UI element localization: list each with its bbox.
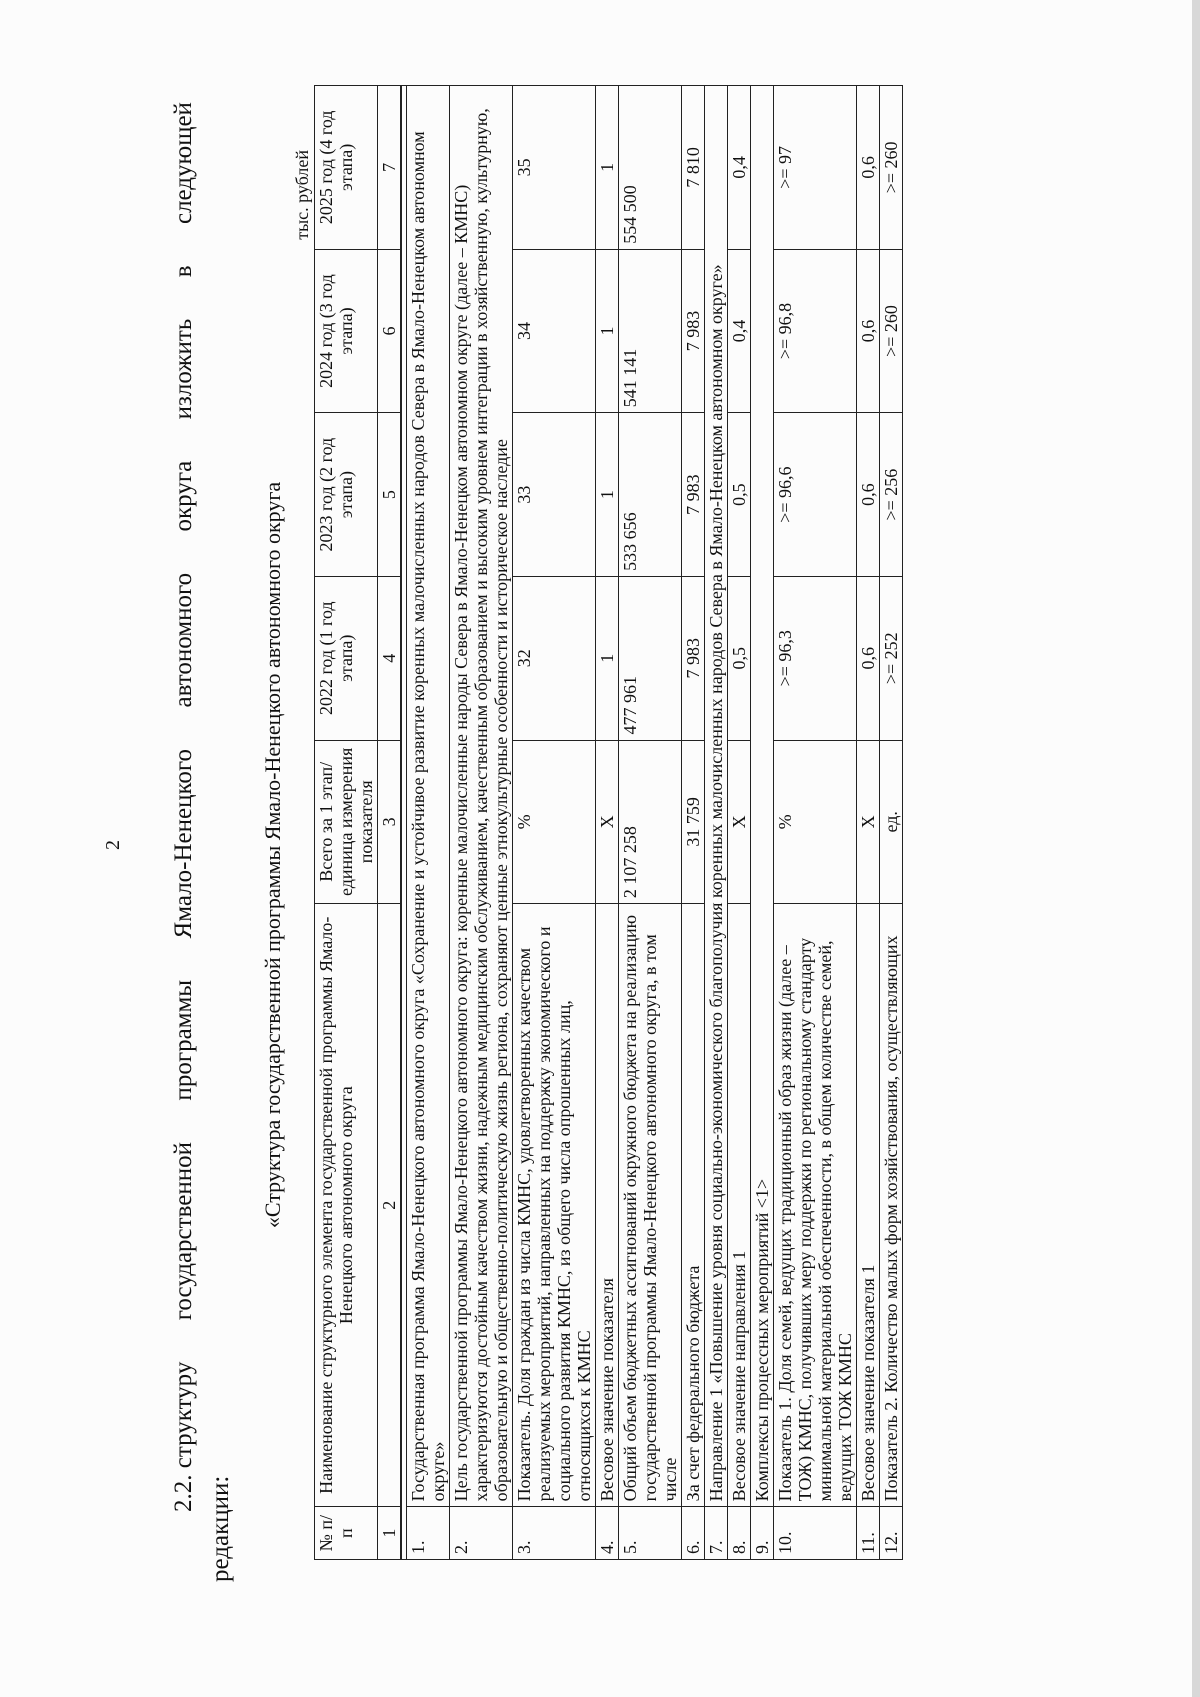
header-total: Всего за 1 этап/ единица измерения показателя	[315, 740, 378, 904]
row-name: Весовое значение показателя	[596, 904, 619, 1507]
table-row	[880, 86, 903, 1560]
table-row	[450, 86, 513, 1560]
table-row	[705, 86, 728, 1560]
table-row	[596, 86, 619, 1560]
row-total: ед.	[880, 740, 903, 904]
row-name: За счет федерального бюджета	[682, 904, 705, 1507]
row-2023: 533 656	[619, 413, 682, 577]
row-2023: 0,5	[728, 413, 751, 577]
row-number: 6.	[682, 1507, 705, 1560]
row-number: 2.	[450, 1507, 513, 1560]
intro-word: программы	[170, 979, 197, 1101]
table-row	[728, 86, 751, 1560]
row-2022: 0,6	[857, 576, 880, 740]
row-name: Показатель 1. Доля семей, ведущих традиционный образ жизни (далее – ТОЖ) КМНС, получивших меру поддержки по региональному стандарту минимальной материальной обеспеченности, в общем количестве семей, ведущих ТОЖ КМНС	[774, 904, 857, 1507]
row-2022: >= 96,3	[774, 576, 857, 740]
intro-word: автономного	[170, 572, 197, 708]
intro-word: государственной	[170, 1142, 197, 1321]
header-2022: 2022 год (1 год этапа)	[315, 576, 378, 740]
row-2023: 0,6	[857, 413, 880, 577]
row-2024: 0,6	[857, 249, 880, 413]
row-text: Государственная программа Ямало-Ненецкого автономного округа «Сохранение и устойчивое развитие коренных малочисленных народов Севера в Ямало-Ненецком автономном округе»	[407, 86, 450, 1507]
table-row	[407, 86, 450, 1560]
row-total: X	[857, 740, 880, 904]
table-row	[513, 86, 596, 1560]
row-number: 3.	[513, 1507, 596, 1560]
row-text: Цель государственной программы Ямало-Ненецкого автономного округа: коренные малочисленные народы Севера в Ямало-Ненецком автономном округе (далее – КМНС) характеризуются достойным качеством жизни, надежным медицинским обслуживанием, качественным образованием и высоким уровнем интеграции в хозяйственную, культурную, образовательную и общественно-политическую жизнь региона, сохраняют ценные этнокультурные особенности и историческое наследие	[450, 86, 513, 1507]
table-row	[682, 86, 705, 1560]
row-2023: >= 96,6	[774, 413, 857, 577]
row-total: X	[596, 740, 619, 904]
row-number: 12.	[880, 1507, 903, 1560]
row-number: 5.	[619, 1507, 682, 1560]
page-edge	[1192, 0, 1200, 1697]
row-2024: 34	[513, 249, 596, 413]
column-number-row	[378, 86, 402, 1560]
row-2025: 0,6	[857, 86, 880, 250]
row-2025: 0,4	[728, 86, 751, 250]
row-number: 7.	[705, 1507, 728, 1560]
row-2025: >= 97	[774, 86, 857, 250]
table-row	[619, 86, 682, 1560]
intro-word: Ямало-Ненецкого	[170, 748, 197, 939]
table-title: «Структура государственной программы Ямало-Ненецкого автономного округа	[260, 481, 285, 1229]
row-2022: >= 252	[880, 576, 903, 740]
row-2022: 0,5	[728, 576, 751, 740]
row-number: 11.	[857, 1507, 880, 1560]
row-number: 4.	[596, 1507, 619, 1560]
header-name: Наименование структурного элемента государственной программы Ямало-Ненецкого автономного округа	[315, 904, 378, 1507]
row-total: %	[774, 740, 857, 904]
row-text: Направление 1 «Повышение уровня социально-экономического благополучия коренных малочисленных народов Севера в Ямало-Ненецком автономном округе»	[705, 86, 728, 1507]
row-2023: 1	[596, 413, 619, 577]
row-2024: 1	[596, 249, 619, 413]
row-2025: 554 500	[619, 86, 682, 250]
column-number: 4	[378, 576, 402, 740]
row-2024: 541 141	[619, 249, 682, 413]
column-number: 1	[378, 1507, 402, 1560]
row-2025: 7 810	[682, 86, 705, 250]
intro-word: 2.2. структуру	[170, 1361, 197, 1512]
row-name: Общий объем бюджетных ассигнований окружного бюджета на реализацию государственной программы Ямало-Ненецкого автономного округа, в том числе	[619, 904, 682, 1507]
row-name: Показатель. Доля граждан из числа КМНС, удовлетворенных качеством реализуемых мероприятий, направленных на поддержку экономического и социального развития КМНС, из общего числа опрошенных лиц, относящихся к КМНС	[513, 904, 596, 1507]
row-2024: >= 260	[880, 249, 903, 413]
table-row	[857, 86, 880, 1560]
row-number: 1.	[407, 1507, 450, 1560]
rotated-page	[40, 60, 1160, 1650]
row-2025: >= 260	[880, 86, 903, 250]
header-num: № п/п	[315, 1507, 378, 1560]
row-2025: 1	[596, 86, 619, 250]
row-number: 8.	[728, 1507, 751, 1560]
row-text: Комплексы процессных мероприятий <1>	[751, 86, 774, 1507]
column-number: 6	[378, 249, 402, 413]
table-row	[751, 86, 774, 1560]
intro-word: следующей	[170, 102, 197, 225]
intro-word: округа	[170, 460, 197, 532]
page-number: 2	[102, 840, 124, 850]
row-2023: 7 983	[682, 413, 705, 577]
column-number: 7	[378, 86, 402, 250]
row-total: 31 759	[682, 740, 705, 904]
intro-line-2: редакции:	[207, 1475, 234, 1582]
intro-word: изложить	[170, 318, 197, 420]
intro-paragraph	[165, 102, 239, 1582]
header-2023: 2023 год (2 год этапа)	[315, 413, 378, 577]
row-number: 9.	[751, 1507, 774, 1560]
column-number: 2	[378, 904, 402, 1507]
row-2022: 477 961	[619, 576, 682, 740]
row-2024: 7 983	[682, 249, 705, 413]
row-total: 2 107 258	[619, 740, 682, 904]
row-2022: 1	[596, 576, 619, 740]
row-2022: 32	[513, 576, 596, 740]
row-name: Показатель 2. Количество малых форм хозяйствования, осуществляющих	[880, 904, 903, 1507]
row-number: 10.	[774, 1507, 857, 1560]
row-2022: 7 983	[682, 576, 705, 740]
table-header-row	[315, 86, 378, 1560]
row-2023: >= 256	[880, 413, 903, 577]
units-label: тыс. рублей	[292, 150, 312, 240]
row-total: X	[728, 740, 751, 904]
column-number: 3	[378, 740, 402, 904]
header-2025: 2025 год (4 год этапа)	[315, 86, 378, 250]
header-2024: 2024 год (3 год этапа)	[315, 249, 378, 413]
structure-table	[314, 85, 903, 1560]
row-total: %	[513, 740, 596, 904]
row-2024: 0,4	[728, 249, 751, 413]
table-row	[774, 86, 857, 1560]
intro-line-1	[165, 102, 202, 1582]
intro-word: в	[170, 265, 197, 278]
row-2023: 33	[513, 413, 596, 577]
row-name: Весовое значение направления 1	[728, 904, 751, 1507]
row-name: Весовое значение показателя 1	[857, 904, 880, 1507]
row-2024: >= 96,8	[774, 249, 857, 413]
column-number: 5	[378, 413, 402, 577]
row-2025: 35	[513, 86, 596, 250]
